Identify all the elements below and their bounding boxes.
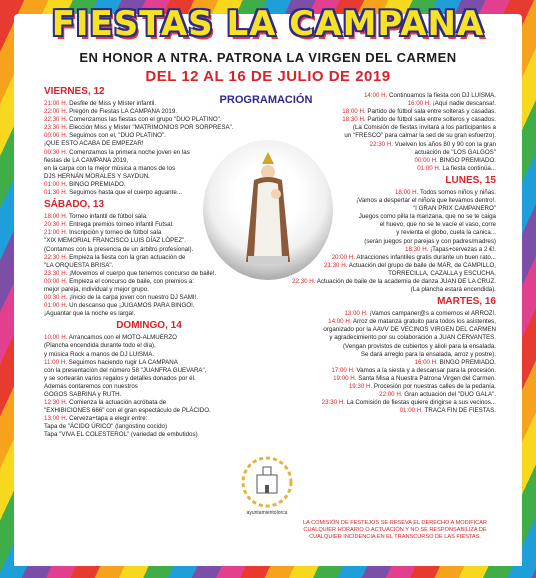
schedule-line: (La Comisión de fiestas invitará a los participantes a — [352, 124, 496, 132]
schedule-time: 20:00 H. — [331, 253, 355, 261]
schedule-line: DJS HERNÁN MORALES Y SAYDUN. — [44, 172, 150, 180]
day-heading-domingo: DOMINGO, 14 — [116, 320, 182, 332]
schedule-line: Se dará arreglo para la ensalada, arroz y postre). — [360, 350, 496, 358]
schedule-time: 13:00 H. — [44, 415, 68, 423]
schedule-line: en la carpa con la mejor música a manos de los — [44, 164, 176, 172]
town-hall-logo-icon — [240, 455, 294, 509]
schedule-line: 00:00 H. Seguimos con el, "DUO PLATINO". — [44, 132, 166, 140]
schedule-time: 18:30 H. — [405, 245, 429, 253]
schedule-line: Además contaremos con nuestros — [44, 382, 138, 390]
disclaimer-footer: LA COMISIÓN DE FESTEJOS SE RESEVA EL DERECHO A MODIFICAR CUALQUIER HORARIO O ACTUACIÓN Y NO SE RESPONSABILIZA DE CUALQUIER INCIDENCIA EN EL TRANSCURSO DE LAS FIESTAS. — [302, 520, 487, 540]
schedule-line: ¡Aguantar que la noche es larga!. — [44, 310, 136, 318]
schedule-line: 01:00 H. Un descanso que ¡JUGAMOS PARA BINGO!. — [44, 302, 195, 310]
schedule-line: 22:30 H. Vuelven los años 80 y 90 con la gran — [369, 140, 496, 148]
schedule-time: 01:00 H. — [417, 164, 441, 172]
poster-dates: DEL 12 AL 16 DE JULIO DE 2019 — [145, 68, 391, 85]
schedule-line: ¡QUE ESTO ACABA DE EMPEZAR! — [44, 140, 144, 148]
bottom-bar — [14, 548, 522, 566]
schedule-line: 22:30 H. Empieza la fiesta con la gran actuación de — [44, 253, 186, 261]
schedule-time: 18:30 H. — [342, 116, 366, 124]
schedule-time: 01:00 H. — [44, 302, 68, 310]
schedule-line: "EXHIBICIONES 666" con el gran espectáculo de PLÁCIDO. — [44, 407, 211, 415]
schedule-line: 01:00 H. BINGO PREMIADO. — [44, 180, 126, 188]
schedule-time: 22:30 H. — [44, 253, 68, 261]
schedule-time: 12:30 H. — [44, 399, 68, 407]
schedule-line: con la presentación del número 58 "JUANFRA GUEVARA", — [44, 366, 207, 374]
schedule-line: 17:00 H. Vamos a la siesta y a descansar para la procesión. — [331, 366, 496, 374]
schedule-time: 00:00 H. — [414, 156, 438, 164]
schedule-line: (Contamos con la presencia de un árbitro profesional). — [44, 245, 194, 253]
schedule-line: 22:30 H. Comenzamos las fiestas con el grupo "DUO PLATINO". — [44, 116, 222, 124]
schedule-line: 11:00 H. Seguimos haciendo rugir LA CAMPANA — [44, 358, 178, 366]
schedule-line: 23:30 H. La Comisión de fiestas quiere dirigirse a sus vecinos... — [321, 399, 496, 407]
schedule-time: 22:30 H. — [369, 140, 394, 148]
schedule-time: 00:00 H. — [44, 132, 68, 140]
schedule-time: 10:00 H. — [44, 334, 68, 342]
schedule-line: Tapa "VIVA EL COLESTEROL" (variedad de embutidos) — [44, 431, 198, 439]
schedule-line: 01:00 H. La fiesta continúa... — [417, 164, 496, 172]
schedule-line: 10:00 H. Arrancamos con el MOTO-ALMUERZO — [44, 334, 177, 342]
schedule-time: 18:00 H. — [342, 108, 366, 116]
schedule-line: 12:30 H. Comienza la actuación acróbata de — [44, 399, 167, 407]
schedule-time: 00:30 H. — [44, 294, 68, 302]
schedule-line: mejor pareja, individual y mejor grupo. — [44, 285, 149, 293]
schedule-line: 00:00 H. BINGO PREMIADO. — [414, 156, 496, 164]
schedule-line: 18:30 H. Partido de fútbol sala entre solteros y casados. — [342, 116, 496, 124]
domingo-continued-list — [290, 92, 496, 173]
schedule-line: 19:00 H. Santa Misa a Nuestra Patrona Virgen del Carmen. — [333, 374, 496, 382]
lunes-list — [290, 189, 496, 294]
schedule-time: 22:00 H. — [44, 108, 68, 116]
schedule-line: (La plancha estará encendida). — [410, 286, 496, 294]
schedule-line: 21:30 H. Actuación del grupo de baile de MAR, de CAMPILLO, — [324, 261, 496, 269]
schedule-line: 22:30 H. Actuación de baile de la academia de danza JUAN DE LA CRUZ. — [292, 277, 496, 285]
schedule-time: 22:00 H. — [379, 391, 403, 399]
schedule-line: 21:00 H. Inscripción y torneo de fútbol sala — [44, 229, 162, 237]
schedule-line: 18:00 H. Todos somos niños y niñas. — [394, 188, 496, 196]
schedule-line: "XIX MEMORIAL FRANCISCO LUIS DÍAZ LÓPEZ". — [44, 237, 187, 245]
schedule-time: 14:00 H. — [363, 92, 388, 99]
schedule-time: 01:00 H. — [44, 180, 68, 188]
schedule-line: 21:00 H. Desfile de Miss y Míster infantil. — [44, 100, 157, 107]
schedule-time: 19:30 H. — [348, 383, 373, 390]
schedule-time: 21:30 H. — [324, 261, 348, 269]
schedule-time: 20:30 H. — [44, 221, 68, 229]
right-column — [290, 92, 496, 512]
schedule-line: y se sortearán varios regalos y detalles donados por él. — [44, 374, 196, 382]
schedule-line: 23:30 H. ¡Movemos el cuerpo que tenemos concurso de baile!. — [44, 269, 217, 277]
schedule-line: 01:30 H. Seguimos hasta que el cuerpo aguante... — [44, 189, 182, 197]
schedule-time: 11:00 H. — [44, 358, 67, 366]
left-column — [44, 84, 254, 534]
schedule-time: 21:00 H. — [44, 229, 68, 237]
schedule-line: actuación de "LOS GALGOS" — [414, 148, 496, 156]
schedule-line: 14:00 H. Arroz de matanza gratuito para todos los asistentes, — [328, 318, 496, 326]
schedule-line: Juegos como pilla la manzana, que no se te caiga — [358, 213, 496, 221]
schedule-line: 01:00 H. TRACA FIN DE FIESTAS. — [399, 407, 496, 415]
schedule-line: Tapa de "ÁCIDO ÚRICO" (langostino cocido) — [44, 423, 168, 431]
schedule-line: 13:00 H. Cerveza+tapa a elegir entre: — [44, 415, 148, 423]
schedule-time: 23:30 H. — [44, 269, 68, 277]
schedule-line: 22:00 H. Pregón de Fiestas LA CAMPANA 2019. — [44, 108, 177, 116]
schedule-time: 00:00 H. — [44, 277, 68, 285]
martes-list — [290, 310, 496, 415]
poster-subtitle: EN HONOR A NTRA. PATRONA LA VIRGEN DEL CARMEN — [79, 50, 457, 65]
schedule-time: 22:30 H. — [44, 116, 68, 124]
schedule-line: (serán juegos por parejas y con padres/madres) — [364, 237, 496, 245]
schedule-line: 22:00 H. Gran actuación del "DUO GALA". — [379, 391, 496, 399]
schedule-line: 00:00 H. Empieza el concurso de baile, con premios a: — [44, 277, 194, 285]
schedule-line: 20:00 H. Atracciones infantiles gratis durante un buen rato... — [331, 253, 496, 261]
day-heading-martes: MARTES, 16 — [437, 296, 496, 308]
schedule-time: 19:00 H. — [333, 374, 357, 382]
schedule-time: 22:30 H. — [292, 277, 316, 285]
schedule-line: ¡Vamos a despertar el niño/a que llevamos dentro!. — [356, 197, 496, 205]
schedule-line: fiestas de LA CAMPANA 2019, — [44, 156, 129, 164]
schedule-time: 21:00 H. — [44, 100, 68, 107]
schedule-time: 13:00 H. — [344, 310, 368, 318]
schedule-time: 01:30 H. — [44, 189, 68, 197]
schedule-line: 23:30 H. Elección Miss y Míster "MATRIMONIOS POR SORPRESA". — [44, 124, 234, 132]
programacion-heading: PROGRAMACIÓN — [219, 94, 313, 106]
poster-title: FIESTAS LA CAMPANA — [51, 4, 485, 44]
schedule-time: 00:30 H. — [44, 148, 68, 156]
day-heading-viernes: VIERNES, 12 — [44, 86, 105, 97]
schedule-line: (Plancha encendida durante todo el día), — [44, 342, 156, 350]
schedule-line: el huevo, que no se te vacíe el vaso, corre — [379, 221, 496, 229]
schedule-line: "I GRAN PRIX CAMPANERO" — [412, 205, 496, 213]
schedule-line: (Vengan provistos de cubiertos y alioli para la ensalada. — [342, 342, 496, 350]
schedule-line: 19:30 H. Procesión por nuestras calles de la pedanía. — [348, 383, 496, 390]
schedule-line: 13:00 H. ¡Vamos campaner@s a comernos el ARROZ!. — [344, 310, 496, 318]
schedule-line: TORRECILLA, CAZALLA y ESCUCHA. — [388, 269, 496, 277]
schedule-line: "LA ORQUESTA BRISA". — [44, 261, 114, 269]
schedule-line: y revienta el globo, cuela la canica... — [396, 229, 496, 237]
day-heading-lunes: LUNES, 15 — [445, 174, 496, 186]
day-heading-sabado: SÁBADO, 13 — [44, 199, 105, 211]
schedule-line: 20:30 H. Entrega premios torneo infantil Futsal. — [44, 221, 174, 229]
schedule-time: 16:00 H. — [414, 358, 438, 366]
schedule-line: 18:00 H. Partido de fútbol sala entre solteras y casadas. — [342, 108, 496, 116]
schedule-time: 18:00 H. — [44, 213, 68, 221]
domingo-list — [44, 334, 254, 439]
schedule-time: 16:00 H. — [407, 100, 431, 108]
schedule-time: 23:30 H. — [321, 399, 346, 407]
schedule-time: 17:00 H. — [331, 366, 355, 374]
schedule-time: 18:00 H. — [394, 188, 419, 196]
logo-caption: ayuntamientolorca — [246, 510, 288, 516]
schedule-time: 01:00 H. — [399, 407, 423, 415]
schedule-line: 00:30 H. Comenzamos la primera noche joven en las — [44, 148, 190, 156]
schedule-line: y música Rock a manos de DJ LUISMA. — [44, 350, 155, 358]
schedule-time: 14:00 H. — [328, 318, 352, 326]
schedule-line: y agradecimiento por su colaboración a JUAN CERVANTES. — [329, 334, 496, 342]
schedule-line: 16:00 H. BINGO PREMIADO. — [414, 358, 496, 366]
schedule-line: organizado por la AAVV DE VECINOS VIRGEN DEL CARMEN — [323, 326, 496, 334]
schedule-line: 14:00 H. Continuamos la fiesta con DJ LUISMA. — [363, 92, 496, 99]
schedule-line: GOGOS SABRINA y RUTH. — [44, 391, 122, 398]
schedule-line: 18:00 H. Torneo infantil de fútbol sala. — [44, 213, 148, 221]
schedule-line: 18:30 H. ¡Tapas+cervezas a 2 €!. — [405, 245, 496, 253]
schedule-time: 23:30 H. — [44, 124, 68, 132]
schedule-line: un "FRESCO" para calmar la sed de su gran esfuerzo). — [344, 132, 496, 140]
schedule-line: 16:00 H. ¡Aquí nadie descansa!. — [407, 100, 496, 108]
schedule-line: 00:30 H. ¡Inicio de la carpa joven con nuestro DJ SAMI!. — [44, 294, 199, 302]
